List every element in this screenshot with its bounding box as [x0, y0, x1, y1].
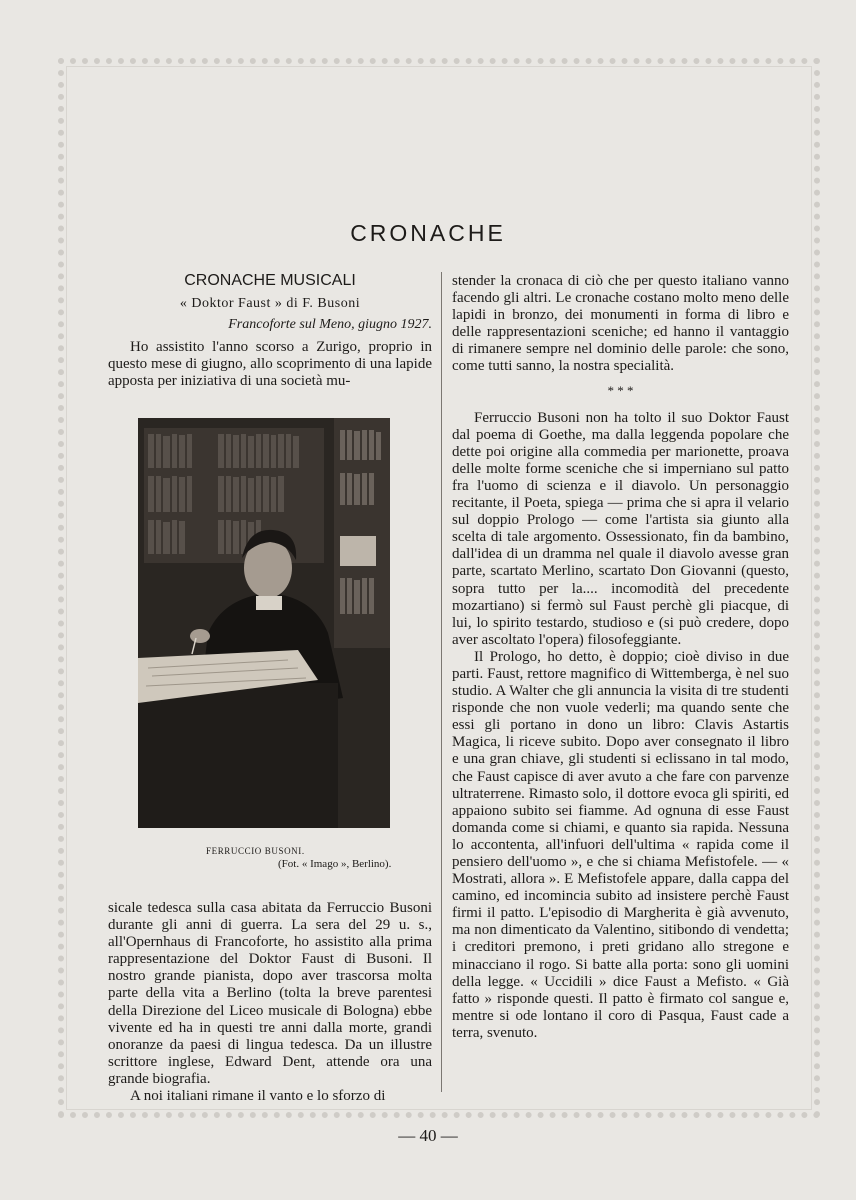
paragraph: Il Prologo, ho detto, è doppio; cioè diviso in due parti. Faust, rettore magnifico di Wittemberga, è nel suo studio. A Walter che gli annuncia la visita di tre studenti risponde che non vuole vederli; ma quando sente che essi gli portano in dono un libro: Clavis Astartis Magica, li riceve subito. Dopo aver consegnato il libro e una gran chiave, gli studenti si eclissano in tal modo, che Faust capisce di aver avuto a che fare con parvenze ultraterrene. Rimasto solo, il dottore evoca gli spiriti, ed appaiono subito sei fiamme. Ad ognuna di esse Faust domanda come si chiami, e quanto sia rapida. Nessuna lo accontenta, all'infuori dell'ultima « rapida come il pensiero dell'uomo », e che si chiama Mefistofele. — « Mostrati, allora ». E Mefistofele appare, dalla cappa del camino, ed incomincia subito ad insistere perchè Faust firmi il patto. L'episodio di Margherita è già avvenuto, ma non dimenticato da Valentino, sitibondo di vendetta; i creditori premono, i preti gridano allo stregone e minacciano il rogo. Si batte alla porta: sono gli uomini della legge. « Uccidili » dice Faust a Mefisto. « Già fatto » risponde questi. Il patto è firmato col sangue e, mentre si ode lontano il coro di Pasqua, Faust cade a terra, svenuto. [452, 648, 789, 1041]
article-section-heading: CRONACHE MUSICALI [184, 272, 356, 289]
column-divider [441, 272, 442, 1092]
paragraph: Ferruccio Busoni non ha tolto il suo Doktor Faust dal poema di Goethe, ma dalla leggenda popolare che dette poi origine alla commedia per marionette, proava delle molte forme sceniche che si imperniano sul patto fra l'uomo di scienza e il diavolo. Un personaggio recitante, il Poeta, spiega — prima che si apra il velario sul doppio Prologo — come l'artista sia giunto alla scelta di tale argomento. Ossessionato, fin da bambino, dall'idea di un dramma nel quale il diavolo avesse gran parte, scartato Merlino, scartato Don Giovanni (questo, sopra tutto per la.... incomodità del precedente mozartiano) si fermò sul Faust perchè gli piacque, di lui, lo spirito testardo, studioso e (si può credere, dopo aver ascoltato l'opera) filosofeggiante. [452, 409, 789, 648]
article-place-date: Francoforte sul Meno, giugno 1927. [228, 317, 432, 333]
section-title: CRONACHE [350, 220, 506, 246]
paragraph: stender la cronaca di ciò che per questo italiano vanno facendo gli altri. Le cronache costano molto meno delle lapidi in bronzo, dei monumenti in forma di libro e delle rappresentazioni sceniche; ed hanno il vantaggio di rimanere sempre nel dominio delle parole: che sono, come tutti sanno, la nostra specialità. [452, 273, 789, 375]
section-break-asterisks: * * * [607, 382, 634, 398]
paragraph: A noi italiani rimane il vanto e lo sforzo di [130, 1088, 386, 1105]
right-column [452, 273, 789, 1042]
left-column-bottom [108, 900, 432, 1105]
photo-credit: (Fot. « Imago », Berlino). [278, 858, 392, 870]
left-column-top [108, 272, 432, 391]
photo-caption: FERRUCCIO BUSONI. [206, 846, 305, 856]
paragraph: Ho assistito l'anno scorso a Zurigo, proprio in questo mese di giugno, allo scoprimento di una lapide apposta per iniziativa di una società mu- [108, 339, 432, 390]
article-work-title: « Doktor Faust » di F. Busoni [179, 296, 361, 312]
page-number: — 40 — [398, 1126, 458, 1145]
photo-illustration [138, 418, 390, 828]
paragraph: sicale tedesca sulla casa abitata da Ferruccio Busoni durante gli anni di guerra. La sera del 29 u. s., all'Opernhaus di Francoforte, ho assistito alla prima rappresentazione del Doktor Faust di Busoni. Il nostro grande pianista, dopo aver trascorsa molta parte della vita a Berlino (tolta la breve parentesi della Direzione del Liceo musicale di Bologna) ebbe vivente ed ha in questi tre anni dalla morte, grandi onoranze da paesi di lingua tedesca. Da un illustre scrittore inglese, Edward Dent, attende ora una grande biografia. [108, 900, 432, 1087]
busoni-photograph [138, 418, 390, 828]
